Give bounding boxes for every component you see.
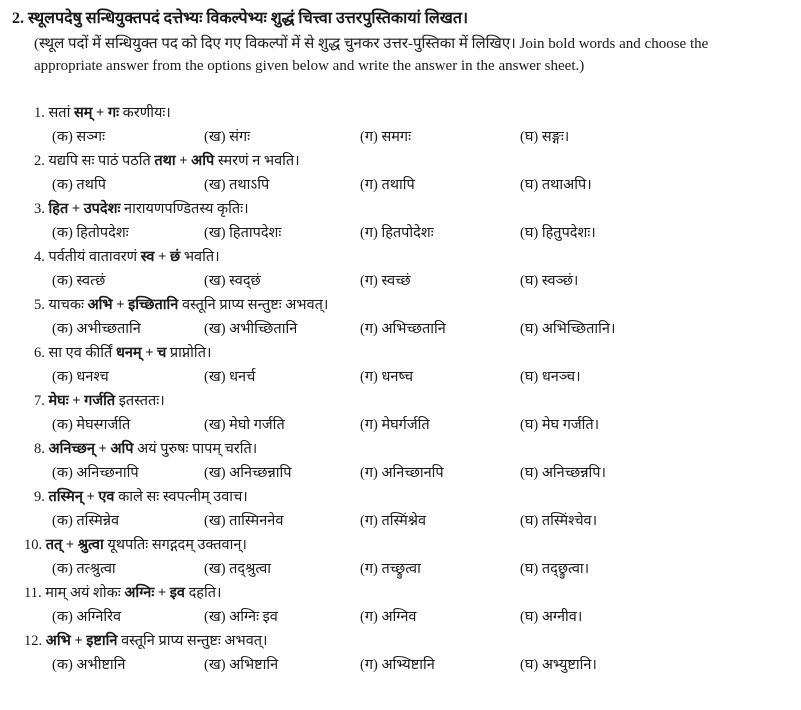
option-ka: (क) धनश्च [52, 369, 109, 385]
sub-question-number: 8. [34, 441, 45, 457]
option-ga: (ग) स्वच्छं [360, 273, 411, 289]
option-ga: (ग) अभिच्छतानि [360, 321, 446, 337]
option-ga: (ग) धनष्च [360, 369, 414, 385]
bold-words: तथा + अपि [154, 153, 215, 169]
sub-question-suffix: अयं पुरुषः पापम् चरति। [133, 441, 258, 457]
sub-question-number: 1. [34, 105, 45, 121]
sub-question-prefix: याचकः [48, 297, 88, 313]
sub-question-suffix: वस्तूनि प्राप्य सन्तुष्टः अभवत्। [178, 297, 329, 313]
question-number: 2. [12, 10, 24, 27]
sub-question-5 [34, 294, 328, 314]
option-kha: (ख) स्वद्छं [204, 273, 261, 289]
option-ka: (क) अभीष्टानि [52, 657, 126, 673]
bold-words: हित + उपदेशः [48, 201, 121, 217]
sub-question-suffix: यूथपतिः सगद्गदम् उक्तवान्। [103, 537, 247, 553]
options-row [52, 558, 772, 580]
bold-words: अभि + इच्छितानि [87, 297, 179, 313]
sub-question-7 [34, 390, 165, 410]
sub-question-10 [24, 534, 247, 554]
sub-question-prefix: माम् अयं शोकः [45, 585, 125, 601]
sub-question-number: 10. [24, 537, 43, 553]
option-ga: (ग) तच्छ्रुत्वा [360, 561, 421, 577]
sub-question-suffix: स्मरणं न भवति। [214, 153, 300, 169]
options-row [52, 654, 772, 676]
sub-question-suffix: वस्तूनि प्राप्य सन्तुष्टः अभवत्। [117, 633, 268, 649]
option-kha: (ख) तद्श्रुत्वा [204, 561, 272, 577]
options-row [52, 414, 772, 436]
sub-question-11 [24, 582, 222, 602]
sub-question-suffix: भवति। [180, 249, 220, 265]
bold-words: अनिच्छन् + अपि [48, 441, 134, 457]
option-ga: (ग) अग्निव [360, 609, 417, 625]
bold-words: सम् + गः [73, 105, 120, 121]
option-ga: (ग) हितपोदेशः [360, 225, 434, 241]
sub-question-6 [34, 342, 211, 362]
option-gha: (घ) अग्नीव। [520, 609, 583, 625]
option-gha: (घ) हितुपदेशः। [520, 225, 596, 241]
sub-question-suffix: इतस्ततः। [115, 393, 165, 409]
sub-question-number: 5. [34, 297, 45, 313]
option-ka: (क) हितोपदेशः [52, 225, 129, 241]
sub-question-suffix: प्राप्नोति। [166, 345, 212, 361]
options-row [52, 366, 772, 388]
option-ka: (क) तथपि [52, 177, 106, 193]
option-kha: (ख) अभीच्छितानि [204, 321, 298, 337]
bold-words: मेघः + गर्जति [48, 393, 116, 409]
sub-question-9 [34, 486, 248, 506]
option-gha: (घ) अभिच्छितानि। [520, 321, 616, 337]
option-gha: (घ) सङ्गः। [520, 129, 570, 145]
option-ka: (क) तस्मिन्नेव [52, 513, 120, 529]
options-row [52, 318, 772, 340]
option-gha: (घ) तस्मिंश्चेव। [520, 513, 598, 529]
sub-question-suffix: काले सः स्वपत्नीम् उवाच। [114, 489, 248, 505]
sub-question-4 [34, 246, 220, 266]
options-row [52, 510, 772, 532]
sub-question-suffix: दहति। [184, 585, 222, 601]
sub-question-suffix: करणीयः। [119, 105, 171, 121]
options-row [52, 606, 772, 628]
sub-question-3 [34, 198, 249, 218]
sub-question-12 [24, 630, 268, 650]
sub-question-prefix: पर्वतीयं वातावरणं [48, 249, 141, 265]
question-title [12, 6, 468, 28]
option-gha: (घ) तथाअपि। [520, 177, 592, 193]
option-ga: (ग) समगः [360, 129, 412, 145]
bold-words: धनम् + च [115, 345, 167, 361]
sub-question-number: 11. [24, 585, 42, 601]
sub-question-1 [34, 102, 171, 122]
options-row [52, 270, 772, 292]
sub-question-number: 4. [34, 249, 45, 265]
option-ka: (क) सञ्गः [52, 129, 105, 145]
question-text: स्थूलपदेषु सन्धियुक्तपदं दत्तेभ्यः विकल्पेभ्यः शुद्धं चित्त्वा उत्तरपुस्तिकायां लिखत। [28, 10, 469, 27]
question-instruction: (स्थूल पदों में सन्धियुक्त पद को दिए गए विकल्पों में से शुद्ध चुनकर उत्तर-पुस्तिका में लिखिए। Join bold words and choose the appropriate answer from the options given below and write the answer in the answer sheet.) [34, 36, 709, 74]
option-kha: (ख) तथाऽपि [204, 177, 270, 193]
options-row [52, 222, 772, 244]
option-kha: (ख) हितापदेशः [204, 225, 282, 241]
option-kha: (ख) तास्मिननेव [204, 513, 284, 529]
sub-question-number: 6. [34, 345, 45, 361]
option-kha: (ख) संगः [204, 129, 251, 145]
bold-words: तस्मिन् + एव [48, 489, 115, 505]
bold-words: तत् + श्रुत्वा [45, 537, 104, 553]
option-gha: (घ) तद्छ्रुत्वा। [520, 561, 590, 577]
option-ka: (क) अनिच्छनापि [52, 465, 139, 481]
option-ka: (क) अग्निरिव [52, 609, 122, 625]
option-ga: (ग) मेघर्गर्जति [360, 417, 430, 433]
bold-words: अग्निः + इव [124, 585, 185, 601]
sub-question-number: 12. [24, 633, 43, 649]
sub-question-2 [34, 150, 300, 170]
options-row [52, 462, 772, 484]
option-ga: (ग) तथापि [360, 177, 415, 193]
option-kha: (ख) मेघो गर्जति [204, 417, 285, 433]
option-ka: (क) मेघस्गर्जति [52, 417, 131, 433]
option-gha: (घ) धनञ्च। [520, 369, 581, 385]
option-gha: (घ) स्वञ्छं। [520, 273, 579, 289]
option-ga: (ग) तस्मिंश्नेव [360, 513, 427, 529]
sub-question-8 [34, 438, 257, 458]
option-ka: (क) तत्श्रुत्वा [52, 561, 116, 577]
options-row [52, 126, 772, 148]
option-gha: (घ) मेघ गर्जति। [520, 417, 600, 433]
option-kha: (ख) धनर्च [204, 369, 256, 385]
bold-words: स्व + छं [140, 249, 181, 265]
sub-question-number: 9. [34, 489, 45, 505]
sub-question-number: 7. [34, 393, 45, 409]
options-row [52, 174, 772, 196]
sub-question-number: 2. [34, 153, 45, 169]
option-kha: (ख) अग्निः इव [204, 609, 278, 625]
option-ka: (क) स्वत्छं [52, 273, 106, 289]
sub-question-suffix: नारायणपण्डितस्य कृतिः। [120, 201, 249, 217]
option-kha: (ख) अभिष्टानि [204, 657, 279, 673]
option-ga: (ग) अभ्यिष्टानि [360, 657, 435, 673]
option-ga: (ग) अनिच्छानपि [360, 465, 444, 481]
sub-question-prefix: सतां [48, 105, 74, 121]
sub-question-number: 3. [34, 201, 45, 217]
option-gha: (घ) अनिच्छन्नपि। [520, 465, 606, 481]
option-gha: (घ) अभ्युष्टानि। [520, 657, 597, 673]
sub-question-prefix: सा एव कीर्तिं [48, 345, 116, 361]
option-kha: (ख) अनिच्छन्नापि [204, 465, 292, 481]
option-ka: (क) अभीच्छतानि [52, 321, 141, 337]
sub-question-prefix: यद्यपि सः पाठं पठति [48, 153, 155, 169]
bold-words: अभि + इष्टानि [45, 633, 118, 649]
